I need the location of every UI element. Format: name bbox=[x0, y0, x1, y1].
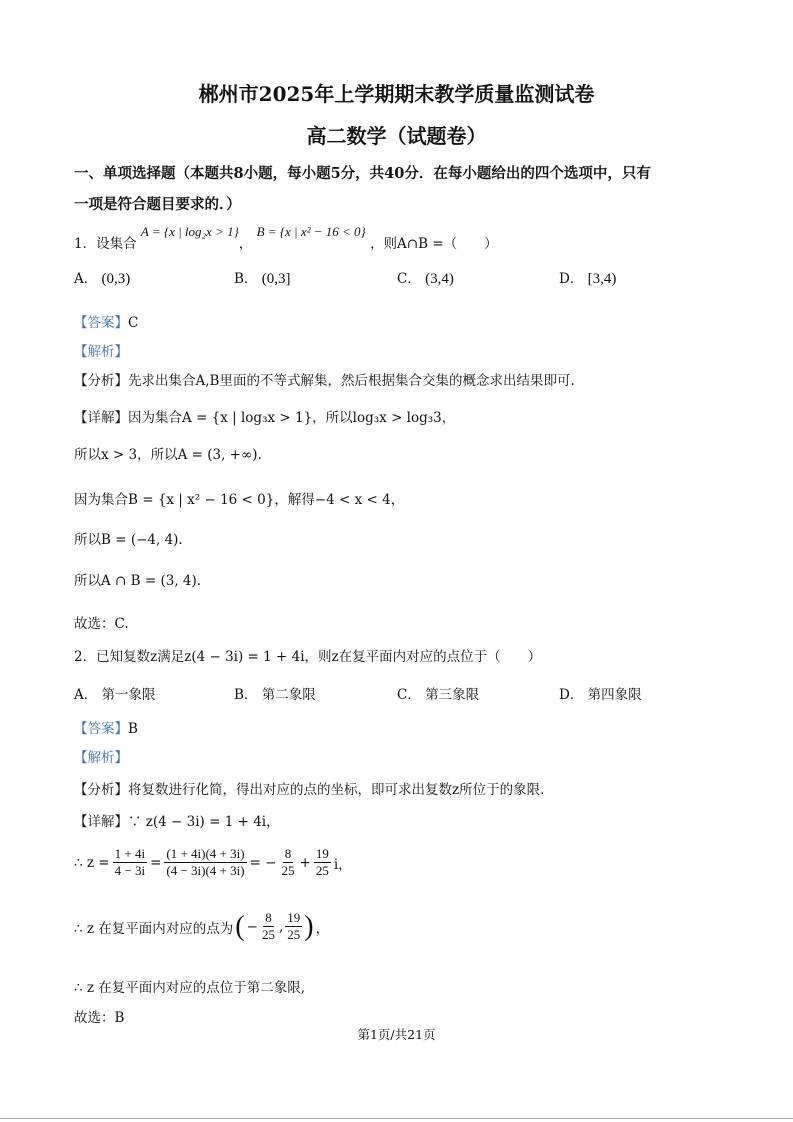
q1-option-b bbox=[234, 267, 290, 288]
detail-text: 因为集合A = {x | log₃x > 1}，所以log₃x > log₃3， bbox=[128, 410, 456, 426]
point-comma: , bbox=[278, 918, 284, 935]
fraction-numerator: 8 bbox=[263, 910, 274, 927]
left-paren-icon: ( bbox=[235, 910, 245, 942]
fenxi-text: 先求出集合A,B里面的不等式解集，然后根据集合交集的概念求出结果即可. bbox=[128, 373, 575, 389]
option-value: (3,4) bbox=[425, 271, 454, 287]
option-label: A． bbox=[74, 687, 98, 703]
q2-option-d bbox=[559, 683, 642, 703]
option-value: [3,4) bbox=[587, 271, 617, 287]
q2-detail-3 bbox=[74, 910, 329, 944]
q2-detail-1 bbox=[74, 810, 280, 830]
q1-set-b: B = {x | x² − 16 < 0} bbox=[256, 224, 366, 239]
q1-analysis-tag: 【解析】 bbox=[74, 344, 128, 360]
q1-stem bbox=[74, 224, 498, 252]
q2-detail-4: ∴ z 在复平面内对应的点位于第二象限, bbox=[74, 980, 306, 996]
q1-detail-3: 因为集合B = {x | x² − 16 < 0}，解得−4 < x < 4， bbox=[74, 492, 405, 508]
answer-value: C bbox=[128, 315, 139, 331]
q2-analysis-tag: 【解析】 bbox=[74, 750, 128, 766]
option-value: 第三象限 bbox=[425, 687, 480, 703]
equals-sign: = bbox=[150, 854, 162, 871]
page-subtitle: 高二数学（试题卷） bbox=[306, 124, 487, 148]
q1-detail-2: 所以x > 3，所以A = (3, +∞). bbox=[74, 447, 262, 463]
bottom-divider bbox=[0, 1118, 793, 1119]
fraction-numerator: 8 bbox=[283, 846, 294, 863]
option-label: D． bbox=[559, 687, 584, 703]
detail-prefix: ∴ z 在复平面内对应的点为 bbox=[74, 920, 234, 937]
q1-option-a bbox=[74, 267, 130, 288]
q2-stem: 2．已知复数z满足z(4 − 3i) = 1 + 4i，则z在复平面内对应的点位于（ ） bbox=[74, 649, 542, 665]
answer-value: B bbox=[128, 721, 138, 737]
q1-detail-6: 故选：C. bbox=[74, 616, 129, 632]
section-heading-line2: 一项是符合题目要求的．） bbox=[74, 196, 241, 213]
option-label: C． bbox=[397, 271, 421, 287]
fenxi-text: 将复数进行化简，得出对应的点的坐标，即可求出复数z所位于的象限. bbox=[128, 782, 545, 798]
option-value: 第一象限 bbox=[101, 687, 156, 703]
fraction-1 bbox=[113, 846, 147, 880]
fenxi-tag: 【分析】 bbox=[74, 373, 128, 389]
plus-sign: + bbox=[299, 854, 311, 871]
option-value: 第二象限 bbox=[261, 687, 316, 703]
detail-suffix: ， bbox=[315, 920, 330, 937]
q2-option-c bbox=[397, 683, 479, 703]
page-footer: 第1页/共21页 bbox=[357, 1027, 436, 1042]
fraction-2 bbox=[164, 846, 246, 880]
point-y-fraction bbox=[285, 910, 302, 944]
q1-option-c bbox=[397, 267, 454, 288]
q1-stem-suffix: ，则A∩B =（ ） bbox=[370, 236, 498, 252]
option-value: (0,3) bbox=[101, 271, 131, 287]
q1-comma: ， bbox=[238, 236, 253, 252]
option-value: 第四象限 bbox=[587, 687, 642, 703]
option-label: A． bbox=[74, 271, 98, 287]
fraction-denominator: 25 bbox=[287, 927, 301, 943]
fraction-denominator: 25 bbox=[315, 863, 329, 879]
q1-detail-4: 所以B = (−4, 4). bbox=[74, 532, 183, 548]
fraction-3 bbox=[280, 846, 297, 880]
option-label: B． bbox=[234, 271, 258, 287]
q1-stem-prefix: 1．设集合 bbox=[74, 236, 137, 252]
option-label: B． bbox=[234, 687, 258, 703]
fraction-denominator: 25 bbox=[261, 927, 275, 943]
fraction-numerator: (1 + 4i)(4 + 3i) bbox=[164, 846, 246, 863]
option-value: (0,3] bbox=[261, 271, 291, 287]
fenxi-tag: 【分析】 bbox=[74, 782, 128, 798]
q1-fenxi bbox=[74, 369, 575, 389]
imaginary-tail: i， bbox=[333, 856, 352, 873]
fraction-denominator: 25 bbox=[281, 863, 295, 879]
right-paren-icon: ) bbox=[304, 910, 314, 942]
q2-answer bbox=[74, 717, 138, 737]
section-heading-line1: 一、单项选择题（本题共8小题，每小题5分，共40分．在每小题给出的四个选项中，只有 bbox=[74, 165, 651, 182]
xiangjie-tag: 【详解】 bbox=[74, 410, 128, 426]
detail-text: ∵ z(4 − 3i) = 1 + 4i， bbox=[128, 814, 280, 830]
q2-fenxi bbox=[74, 778, 544, 798]
q2-option-a bbox=[74, 683, 156, 703]
detail-prefix: ∴ z = bbox=[74, 854, 110, 871]
answer-tag: 【答案】 bbox=[74, 315, 128, 331]
answer-tag: 【答案】 bbox=[74, 721, 128, 737]
q2-detail-2 bbox=[74, 846, 352, 880]
q1-option-d bbox=[559, 267, 616, 288]
page-title: 郴州市2025年上学期期末教学质量监测试卷 bbox=[198, 82, 595, 106]
q2-detail-5: 故选：B bbox=[74, 1010, 125, 1026]
fraction-numerator: 19 bbox=[285, 910, 302, 927]
q2-option-b bbox=[234, 683, 316, 703]
q1-detail-1 bbox=[74, 406, 455, 426]
option-label: D． bbox=[559, 271, 584, 287]
q1-detail-5: 所以A ∩ B = (3, 4). bbox=[74, 573, 202, 589]
q1-answer bbox=[74, 311, 138, 331]
q1-set-a: A = {x | log₂x > 1} bbox=[140, 224, 239, 239]
fraction-4 bbox=[314, 846, 331, 880]
point-x-fraction bbox=[260, 910, 277, 944]
fraction-denominator: (4 − 3i)(4 + 3i) bbox=[166, 863, 245, 879]
point-minus: − bbox=[246, 918, 258, 935]
option-label: C． bbox=[397, 687, 421, 703]
xiangjie-tag: 【详解】 bbox=[74, 814, 128, 830]
fraction-numerator: 1 + 4i bbox=[113, 846, 147, 863]
fraction-numerator: 19 bbox=[314, 846, 331, 863]
fraction-denominator: 4 − 3i bbox=[114, 863, 146, 879]
equals-minus: = − bbox=[249, 854, 277, 871]
